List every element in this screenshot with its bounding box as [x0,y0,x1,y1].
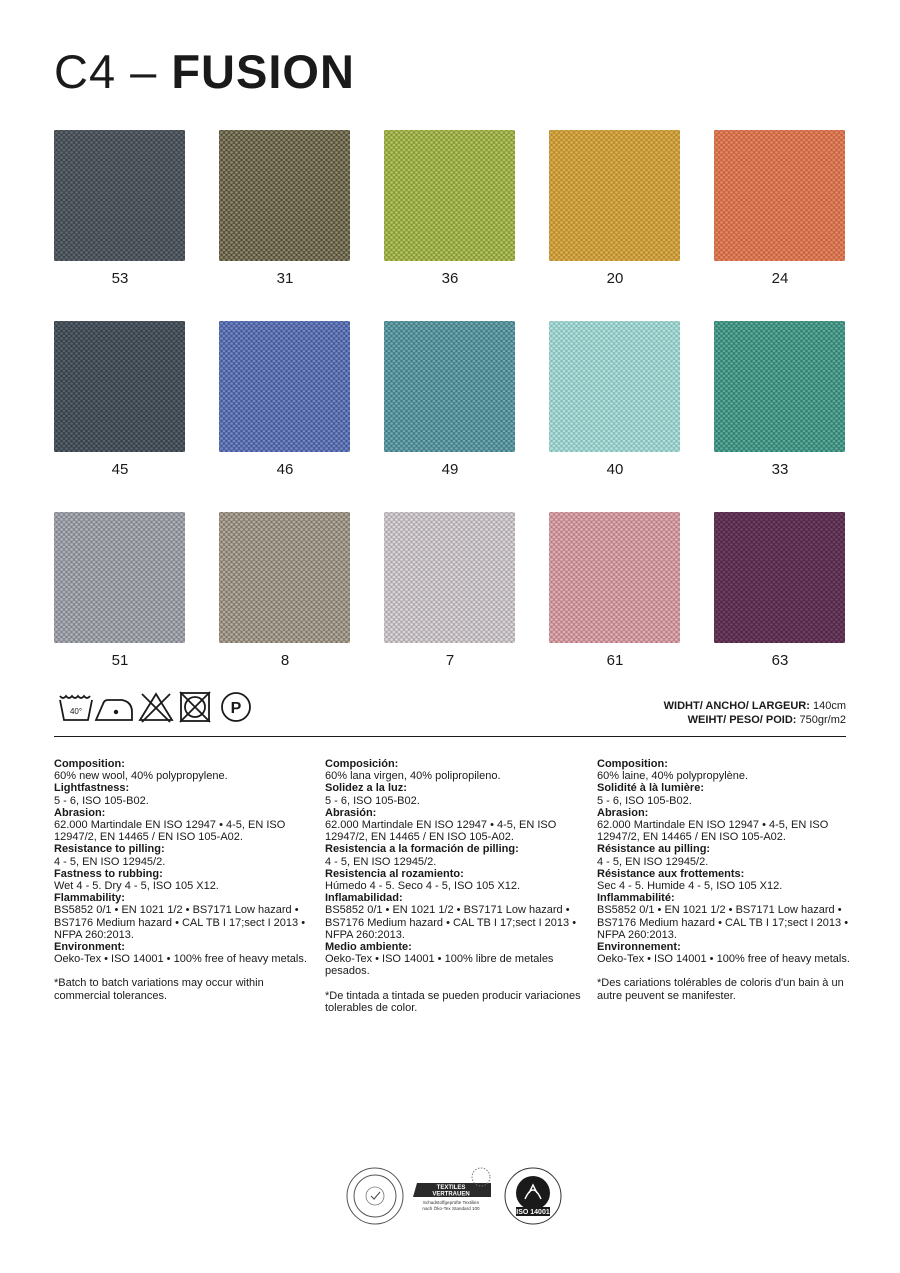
swatch-cell [549,512,681,670]
spec-value: Oeko-Tex • ISO 14001 • 100% free of heavy metals. [597,953,850,966]
spec-value: BS5852 0/1 • EN 1021 1/2 • BS7171 Low hazard • BS7176 Medium hazard • CAL TB I 17;sect I 2013 • NFPA 260:2013. [325,904,577,941]
swatch-cell [714,130,846,288]
spec-value: 5 - 6, ISO 105-B02. [325,794,420,807]
fabric-swatch [549,130,680,261]
spec-value: Sec 4 - 5. Humide 4 - 5, ISO 105 X12. [597,880,783,893]
fabric-swatch [219,130,350,261]
spec-value: 60% lana virgen, 40% polipropileno. [325,770,501,783]
swatch-cell [219,321,351,479]
spec-label: Fastness to rubbing: [54,867,163,880]
fabric-specs [664,699,846,727]
spec-label: Abrasion: [597,806,649,819]
svg-text:P: P [230,700,242,717]
swatch-cell [714,512,846,670]
spec-value: 60% laine, 40% polypropylène. [597,770,749,783]
batch-variation-note: *Batch to batch variations may occur within commercial tolerances. [54,977,264,1002]
spec-value: Oeko-Tex • ISO 14001 • 100% free of heavy metals. [54,953,307,966]
spec-label: Inflammabilité: [597,892,675,905]
svg-text:VERTRAUEN: VERTRAUEN [432,1191,470,1198]
collection-name: FUSION [171,45,355,98]
spec-label: Flammability: [54,892,125,905]
swatch-cell [384,321,516,479]
swatch-code: 49 [441,461,459,478]
fabric-swatch [384,512,515,643]
swatch-cell [54,321,186,479]
heavy-metal-free-seal-icon [347,1168,403,1224]
fabric-swatch [714,130,845,261]
iron-low-icon [94,690,134,724]
swatch-code: 61 [606,652,624,669]
fabric-swatch [384,130,515,261]
fabric-swatch [219,321,350,452]
spec-label: Lightfastness: [54,782,130,795]
spec-value: BS5852 0/1 • EN 1021 1/2 • BS7171 Low hazard • BS7176 Medium hazard • CAL TB I 17;sect I 2013 • NFPA 260:2013. [597,904,849,941]
no-tumble-dry-icon [178,690,212,724]
width-spec: WIDHT/ ANCHO/ LARGEUR: 140cm [663,700,846,712]
page-title [54,44,355,100]
no-bleach-icon [138,690,174,724]
swatch-code: 53 [111,270,129,287]
fabric-swatch [714,512,845,643]
spec-value: 60% new wool, 40% polypropylene. [54,770,228,783]
spec-value: 62.000 Martindale EN ISO 12947 • 4-5, EN ISO 12947/2, EN 14465 / EN ISO 105-A02. [597,819,829,844]
fabric-swatch [714,321,845,452]
spec-value: 4 - 5, EN ISO 12945/2. [597,855,709,868]
swatch-code: 8 [280,652,290,669]
swatch-code: 36 [441,270,459,287]
fabric-swatch [54,321,185,452]
certification-logos [343,1163,573,1233]
iso-14001-seal-icon [505,1168,561,1224]
spec-column-spanish [325,758,581,1014]
fabric-swatch [54,130,185,261]
batch-variation-note: *De tintada a tintada se pueden producir variaciones tolerables de color. [325,989,581,1014]
spec-label: Abrasion: [54,806,106,819]
spec-label: Resistencia a la formación de pilling: [325,843,519,856]
spec-label: Inflamabilidad: [325,892,403,905]
weight-spec: WEIHT/ PESO/ POID: 750gr/m2 [687,714,846,726]
fabric-swatch [549,321,680,452]
swatch-cell [219,130,351,288]
swatch-code: 46 [276,461,294,478]
spec-label: Environnement: [597,941,681,954]
spec-label: Resistance to pilling: [54,843,165,856]
spec-label: Résistance aux frottements: [597,867,745,880]
spec-value: 4 - 5, EN ISO 12945/2. [54,855,166,868]
spec-column-french [597,758,853,1002]
spec-value: BS5852 0/1 • EN 1021 1/2 • BS7171 Low hazard • BS7176 Medium hazard • CAL TB I 17;sect I 2013 • NFPA 260:2013. [54,904,306,941]
oeko-tex-logo-icon [413,1168,491,1211]
spec-value: 5 - 6, ISO 105-B02. [54,794,149,807]
spec-label: Composition: [597,758,668,770]
svg-text:ISO 14001: ISO 14001 [516,1209,550,1216]
swatch-cell [219,512,351,670]
spec-label: Composition: [54,758,125,770]
swatch-cell [384,512,516,670]
swatch-code: 7 [445,652,455,669]
fabric-swatch [384,321,515,452]
section-divider [54,736,846,737]
spec-value: Oeko-Tex • ISO 14001 • 100% libre de metales pesados. [325,953,554,978]
swatch-cell [54,512,186,670]
svg-text:TEXTILES: TEXTILES [436,1185,466,1191]
swatch-cell [714,321,846,479]
swatch-code: 31 [276,270,294,287]
spec-value: 4 - 5, EN ISO 12945/2. [325,855,437,868]
svg-text:nach Öko-Tex Standard 100: nach Öko-Tex Standard 100 [422,1206,480,1211]
spec-label: Environment: [54,941,125,954]
spec-label: Solidité à là lumière: [597,782,704,795]
spec-label: Résistance au pilling: [597,843,711,856]
dry-clean-p-icon [219,690,253,724]
swatch-code: 51 [111,652,129,669]
spec-value: 62.000 Martindale EN ISO 12947 • 4-5, EN ISO 12947/2, EN 14465 / EN ISO 105-A02. [54,819,286,844]
swatch-code: 33 [771,461,789,478]
spec-label: Abrasión: [325,806,377,819]
spec-label: Composición: [325,758,399,770]
spec-label: Solidez a la luz: [325,782,407,795]
swatch-cell [549,130,681,288]
collection-prefix: C4 – [54,45,172,98]
spec-value: 62.000 Martindale EN ISO 12947 • 4-5, EN ISO 12947/2, EN 14465 / EN ISO 105-A02. [325,819,557,844]
swatch-code: 24 [771,270,789,287]
fabric-swatch [219,512,350,643]
swatch-cell [549,321,681,479]
swatch-code: 63 [771,652,789,669]
swatch-code: 20 [606,270,624,287]
swatch-code: 40 [606,461,624,478]
spec-value: 5 - 6, ISO 105-B02. [597,794,692,807]
spec-value: Wet 4 - 5. Dry 4 - 5, ISO 105 X12. [54,880,219,893]
swatch-cell [54,130,186,288]
svg-text:Schadstoffgeprüfte Textilien: Schadstoffgeprüfte Textilien [422,1200,480,1205]
spec-column-english [54,758,310,1002]
fabric-swatch [549,512,680,643]
spec-label: Medio ambiente: [325,941,412,954]
wash-40-icon [58,690,94,724]
fabric-swatch [54,512,185,643]
spec-value: Húmedo 4 - 5. Seco 4 - 5, ISO 105 X12. [325,880,521,893]
batch-variation-note: *Des cariations tolérables de coloris d'un bain à un autre peuvent se manifester. [597,977,844,1002]
swatch-code: 45 [111,461,129,478]
spec-label: Resistencia al rozamiento: [325,867,464,880]
svg-text:40°: 40° [69,707,83,716]
swatch-cell [384,130,516,288]
